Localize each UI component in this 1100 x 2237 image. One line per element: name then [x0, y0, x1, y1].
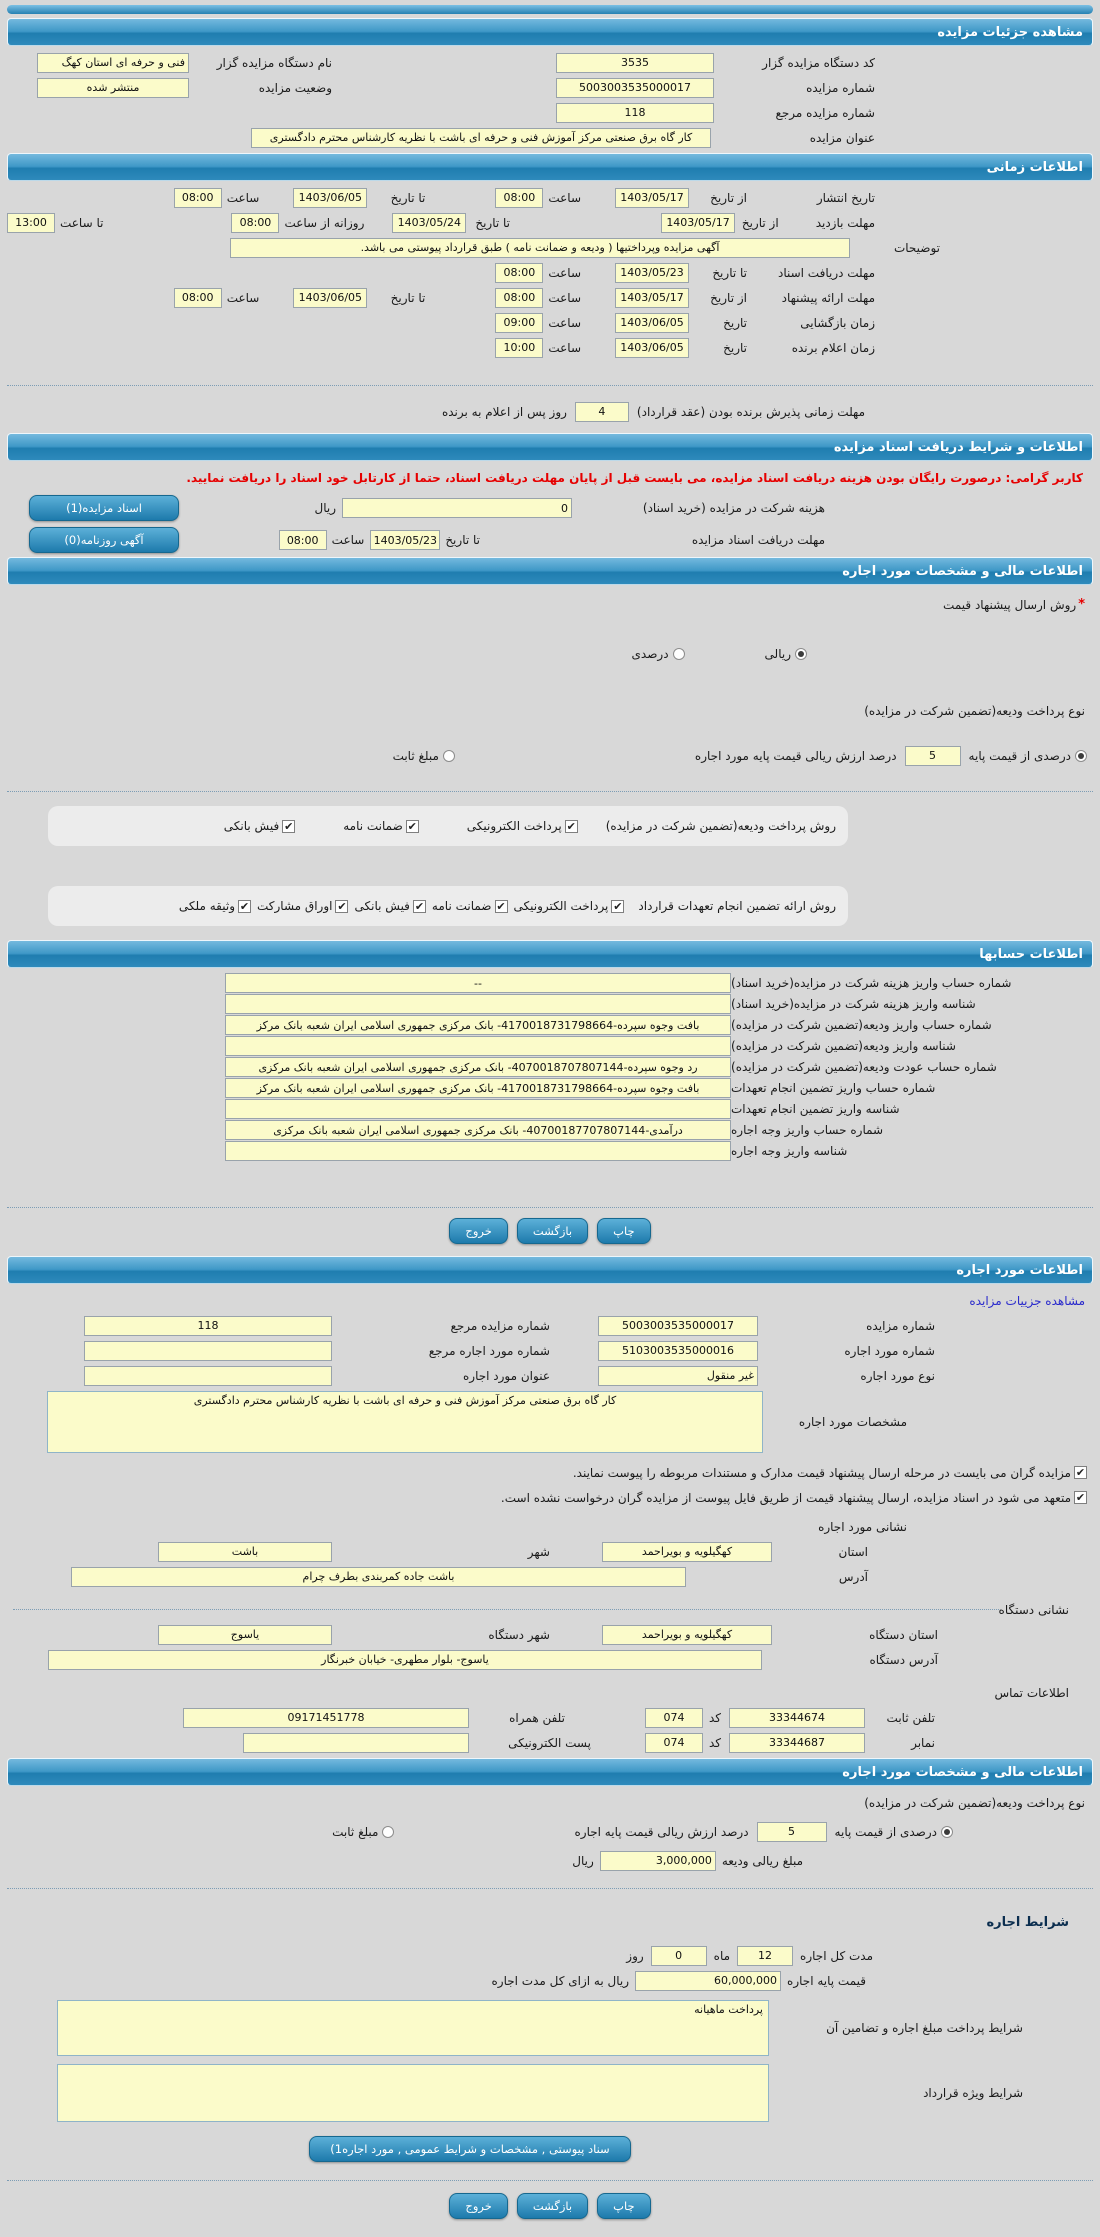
publish-hour2-label: ساعت [226, 190, 260, 205]
contact-info-title: اطلاعات تماس [994, 1685, 1069, 1700]
agency-city-label: شهر دستگاه [488, 1627, 550, 1642]
row-auction-title [7, 126, 1093, 149]
percent-of-base-label: درصدی از قیمت پایه [968, 748, 1071, 763]
account-row [7, 1078, 1093, 1098]
doc-fee-input[interactable]: 0 [342, 498, 572, 518]
deposit-type-label: نوع پرداخت ودیعه‎)‎تضمین شرکت در مزایده‎(‎ [864, 703, 1085, 718]
account-label: شماره حساب واریز هزینه شرکت در مزایده‎)‎خرید اسناد‎(‎ [731, 976, 1012, 990]
account-input[interactable] [225, 994, 731, 1014]
r-ref-label: شماره مزایده مرجع [450, 1318, 550, 1333]
phone-label: تلفن ثابت [886, 1710, 935, 1725]
city-input[interactable]: باشت [158, 1542, 332, 1562]
item-type-label: نوع مورد اجاره [860, 1368, 935, 1383]
row-visit-dates [7, 211, 1093, 234]
row-winner-time [7, 336, 1093, 359]
row-rent-terms-title [7, 1911, 1093, 1934]
rent-duration-label: مدت کل اجاره [800, 1948, 873, 1963]
row-item-no-ref [7, 1339, 1093, 1362]
doc-deadline-hour-label: ساعت [331, 533, 365, 547]
row-docs-deadline [7, 261, 1093, 284]
item-title-input[interactable] [84, 1366, 332, 1386]
row-base-price [7, 1969, 1093, 1992]
back-button-bottom[interactable]: بازگشت [517, 2193, 588, 2219]
contract-guarantee-label: روش ارائه تضمین انجام تعهدات قرارداد [638, 899, 836, 913]
warning-text: کاربر گرامی: درصورت رایگان بودن هزینه دریافت اسناد مزایده، می بایست قبل از پایان مهلت دریافت اسناد، حتما از کارتابل خود اسناد را دریافت نمایید. [186, 470, 1083, 485]
winner-date-input[interactable]: 1403/06/05 [615, 338, 689, 358]
account-input[interactable] [225, 1099, 731, 1119]
agency-code-input[interactable]: 3535 [556, 53, 714, 73]
g-guarantee-letter-label: ضمانت نامه [431, 899, 492, 913]
item-title-label: عنوان مورد اجاره [462, 1368, 550, 1383]
mobile-label: تلفن همراه [509, 1710, 565, 1725]
account-input[interactable]: -- [225, 973, 731, 993]
phone-code-input[interactable]: 074 [645, 1708, 703, 1728]
rent-months-input[interactable]: 12 [737, 1946, 793, 1966]
deposit-pay-methods-group [48, 806, 848, 846]
row-attach-docs-check [7, 1461, 1093, 1484]
email-input[interactable] [243, 1733, 469, 1753]
account-input[interactable]: بافت وجوه سپرده-4170018731798664- بانک مرکزی جمهوری اسلامی ایران شعبه بانک مرکز [225, 1078, 731, 1098]
exit-button-bottom[interactable]: خروج [449, 2193, 507, 2219]
item-no-input[interactable]: 5103003535000016 [598, 1341, 758, 1361]
guarantee-letter-label: ضمانت نامه [343, 819, 403, 833]
offer-from-time-input[interactable]: 08:00 [495, 288, 543, 308]
row-ref-no [7, 101, 1093, 124]
rent-terms-title: شرایط اجاره [986, 1915, 1069, 1930]
fax-code-input[interactable]: 074 [645, 1733, 703, 1753]
r-auction-no-input[interactable]: 5003003535000017 [598, 1316, 758, 1336]
visit-to-time-input[interactable]: 13:00 [7, 213, 55, 233]
notes-input[interactable]: آگهی مزایده وپرداختیها ( ودیعه و ضمانت نامه ) طبق قرارداد پیوستی می باشد. [230, 238, 850, 258]
account-label: شناسه واریز هزینه شرکت در مزایده‎)‎خرید اسناد‎(‎ [731, 997, 976, 1011]
docs-deadline-label: مهلت دریافت اسناد [777, 265, 875, 280]
special-terms-label: شرایط ویژه قرارداد [923, 2086, 1023, 2100]
account-label: شناسه واریز ودیعه‎)‎تضمین شرکت در مزایده‎(‎ [731, 1039, 956, 1053]
deposit-percent-input[interactable]: 5 [905, 746, 961, 766]
auction-docs-button[interactable]: اسناد مزایده(1) [29, 495, 179, 521]
g-property-label: وثیقه ملکی [178, 899, 236, 913]
visit-daily-label: روزانه از ساعت [284, 215, 365, 230]
newspaper-ad-button[interactable]: آگهی روزنامه(0) [29, 527, 179, 553]
row-fax-email [7, 1731, 1093, 1754]
fixed-amount-radio-2[interactable] [382, 1826, 394, 1838]
row-auction-no-ref [7, 1314, 1093, 1337]
section-title: اطلاعات حسابها [979, 946, 1083, 962]
mid-action-buttons [7, 1218, 1093, 1244]
account-row [7, 1099, 1093, 1119]
deposit-amount-label: مبلغ ریالی ودیعه [721, 1853, 803, 1868]
row-deposit-amount [7, 1849, 1093, 1872]
publish-from-time-input[interactable]: 08:00 [495, 188, 543, 208]
row-agency-province-city [7, 1623, 1093, 1646]
view-auction-details-link[interactable]: مشاهده جزییات مزایده [969, 1293, 1085, 1308]
province-label: استان [838, 1544, 868, 1559]
exit-button[interactable]: خروج [449, 1218, 507, 1244]
account-row [7, 1120, 1093, 1140]
auction-status-label: وضعیت مزایده [258, 80, 332, 95]
visit-until-label: تا ساعت [59, 215, 104, 230]
account-row [7, 1015, 1093, 1035]
row-deposit-type-options [7, 744, 1093, 767]
account-row [7, 1141, 1093, 1161]
top-strip [7, 5, 1093, 14]
item-ref-input[interactable] [84, 1341, 332, 1361]
row-item-specs [7, 1391, 1093, 1453]
phone-input[interactable]: 33344674 [729, 1708, 865, 1728]
bottom-action-buttons [7, 2193, 1093, 2219]
row-item-address-title [7, 1515, 1093, 1538]
section-title: اطلاعات مالی و مشخصات مورد اجاره [842, 1764, 1083, 1780]
row-item-type-title [7, 1364, 1093, 1387]
winner-time-input[interactable]: 10:00 [495, 338, 543, 358]
section-header-financial-info [7, 557, 1093, 585]
row-deposit-type-label-2 [7, 1791, 1093, 1814]
notes-label: توضیحات [893, 240, 940, 255]
row-contact-title [7, 1681, 1093, 1704]
percent-of-base-radio[interactable] [1075, 750, 1087, 762]
row-doc-deadline [7, 527, 1093, 553]
offer-hour2-label: ساعت [226, 290, 260, 305]
province-input[interactable]: کهگیلویه و بویراحمد [602, 1542, 772, 1562]
account-label: شماره حساب واریز وجه اجاره [731, 1123, 884, 1137]
divider [7, 791, 1093, 792]
ref-no-label: شماره مزایده مرجع [775, 105, 875, 120]
offer-to-date-input[interactable]: 1403/06/05 [293, 288, 367, 308]
percent-of-base-suffix-2: درصد ارزش ریالی قیمت پایه اجاره [574, 1824, 749, 1839]
row-price-method-options [7, 642, 1093, 665]
g-bank-slip-checkbox[interactable] [413, 900, 426, 913]
bank-slip-label: فیش بانکی [223, 819, 280, 833]
percent-of-base-suffix: درصد ارزش ریالی قیمت پایه مورد اجاره [694, 748, 897, 763]
fixed-amount-radio[interactable] [443, 750, 455, 762]
g-bank-slip-label: فیش بانکی [354, 899, 410, 913]
no-file-request-text: متعهد می شود در اسناد مزایده، ارسال پیشنهاد قیمت از طریق فایل پیوست از مزایده گران درخواست نشده است. [500, 1490, 1071, 1505]
account-input[interactable]: بافت وجوه سپرده-4170018731798664- بانک مرکزی جمهوری اسلامی ایران شعبه بانک مرکز [225, 1015, 731, 1035]
r-ref-input[interactable]: 118 [84, 1316, 332, 1336]
rial-radio-label: ریالی [764, 646, 791, 661]
divider [7, 2180, 1093, 2181]
deposit-type-label-2: نوع پرداخت ودیعه‎)‎تضمین شرکت در مزایده‎(‎ [864, 1795, 1085, 1810]
winner-date-label: تاریخ [723, 340, 747, 355]
g-epay-checkbox[interactable] [611, 900, 624, 913]
winner-label: زمان اعلام برنده [791, 340, 875, 355]
docs-to-label: تا تاریخ [712, 265, 747, 280]
g-epay-label: پرداخت الکترونیکی [513, 899, 609, 913]
percent-of-base-label-2: درصدی از قیمت پایه [834, 1824, 937, 1839]
account-input[interactable]: رد وجوه سپرده-4070018707807144- بانک مرکزی جمهوری اسلامی ایران شعبه بانک مرکزی [225, 1057, 731, 1077]
month-unit-label: ماه [713, 1948, 731, 1963]
section-header-auction-details [7, 18, 1093, 46]
epay-checkbox[interactable] [565, 820, 578, 833]
rial-radio[interactable] [795, 648, 807, 660]
agency-province-input[interactable]: کهگیلویه و بویراحمد [602, 1625, 772, 1645]
row-offer-dates [7, 286, 1093, 309]
deposit-amount-unit: ریال [572, 1853, 594, 1868]
section-header-doc-conditions [7, 433, 1093, 461]
docs-hour-label: ساعت [548, 265, 581, 280]
pay-terms-textarea[interactable]: پرداخت ماهیانه [57, 2000, 769, 2056]
auction-title-label: عنوان مزایده [809, 130, 875, 145]
dotted-line [13, 1609, 999, 1610]
auction-status-input[interactable]: منتشر شده [37, 78, 189, 98]
percent-radio-label: درصدی [631, 646, 669, 661]
auction-no-label: شماره مزایده [806, 80, 875, 95]
epay-label: پرداخت الکترونیکی [466, 819, 562, 833]
back-button[interactable]: بازگشت [517, 1218, 588, 1244]
publish-label: تاریخ انتشار [816, 190, 875, 205]
phone-code-label: کد [708, 1710, 721, 1725]
attach-docs-checkbox[interactable] [1074, 1466, 1087, 1479]
auction-no-input[interactable]: 5003003535000017 [556, 78, 714, 98]
visit-from-date-input[interactable]: 1403/05/17 [661, 213, 735, 233]
agency-province-label: استان دستگاه [869, 1627, 938, 1642]
row-warning [7, 466, 1093, 489]
doc-fee-unit: ریال [314, 501, 336, 515]
deposit-percent-input-2[interactable]: 5 [757, 1822, 827, 1842]
account-row [7, 1057, 1093, 1077]
special-terms-textarea[interactable] [57, 2064, 769, 2122]
percent-radio[interactable] [673, 648, 685, 660]
fax-code-label: کد [708, 1735, 721, 1750]
divider [7, 385, 1093, 386]
no-file-request-checkbox[interactable] [1074, 1491, 1087, 1504]
item-address-title: نشانی مورد اجاره [818, 1519, 907, 1534]
item-specs-label: مشخصات مورد اجاره [798, 1415, 907, 1429]
row-view-details-link [7, 1289, 1093, 1312]
deposit-amount-input[interactable]: 3,000,000 [600, 1851, 716, 1871]
agency-address-input[interactable]: یاسوج- بلوار مطهری- خیابان خبرنگار [48, 1650, 762, 1670]
r-auction-no-label: شماره مزایده [866, 1318, 935, 1333]
fax-label: نمابر [911, 1735, 935, 1750]
contract-guarantee-group [48, 886, 848, 926]
day-unit-label: روز [626, 1948, 644, 1963]
percent-of-base-radio-2[interactable] [941, 1826, 953, 1838]
agency-city-input[interactable]: یاسوج [158, 1625, 332, 1645]
attached-docs-button[interactable]: سناد پیوستی , مشخصات و شرایط عمومی , مورد اجاره‎(1‎ [309, 2136, 631, 2162]
city-label: شهر [527, 1544, 550, 1559]
visit-to-date-input[interactable]: 1403/05/24 [392, 213, 466, 233]
bank-slip-checkbox[interactable] [282, 820, 295, 833]
row-no-file-check [7, 1486, 1093, 1509]
row-agency-address [7, 1648, 1093, 1671]
publish-to-label: تا تاریخ [390, 190, 426, 205]
account-label: شناسه واریز تضمین انجام تعهدات [731, 1102, 900, 1116]
opening-label: زمان بازگشایی [800, 315, 875, 330]
account-row [7, 994, 1093, 1014]
guarantee-letter-checkbox[interactable] [406, 820, 419, 833]
divider [7, 1207, 1093, 1208]
item-no-label: شماره مورد اجاره [844, 1343, 935, 1358]
address-label: آدرس [838, 1569, 868, 1584]
required-asterisk: * [1078, 597, 1085, 612]
g-bonds-checkbox[interactable] [335, 900, 348, 913]
pay-terms-label: شرایط پرداخت مبلغ اجاره و تضامین آن [826, 2021, 1023, 2035]
opening-time-input[interactable]: 09:00 [495, 313, 543, 333]
attach-docs-text: مزایده گران می بایست در مرحله ارسال پیشنهاد قیمت مدارک و مستندات مربوطه را پیوست نمایند. [572, 1465, 1071, 1480]
row-deposit-pay-methods [7, 806, 1093, 846]
accept-days-input[interactable]: 4 [575, 402, 629, 422]
email-label: پست الکترونیکی [508, 1735, 591, 1750]
row-phone-mobile [7, 1706, 1093, 1729]
doc-deadline-label: مهلت دریافت اسناد مزایده [691, 533, 825, 547]
section-title: اطلاعات مالی و مشخصات مورد اجاره [842, 563, 1083, 579]
docs-to-date-input[interactable]: 1403/05/23 [615, 263, 689, 283]
base-price-suffix: ریال به ازای کل مدت اجاره [491, 1973, 630, 1988]
section-title: اطلاعات مورد اجاره [956, 1262, 1083, 1278]
auction-title-input[interactable]: کار گاه برق صنعتی مرکز آموزش فنی و حرفه ای باشت با نظریه کارشناس محترم دادگستری [251, 128, 711, 148]
account-row [7, 973, 1093, 993]
address-input[interactable]: باشت جاده کمربندی بطرف چرام [71, 1567, 686, 1587]
deposit-pay-methods-label: روش پرداخت ودیعه‎)‎تضمین شرکت در مزایده‎(‎ [605, 819, 836, 833]
item-type-input[interactable]: غیر منقول [598, 1366, 758, 1386]
row-accept-deadline [7, 400, 1093, 423]
row-deposit-type-options-2 [7, 1820, 1093, 1843]
agency-name-label: نام دستگاه مزایده گزار [216, 55, 332, 70]
doc-deadline-date-input[interactable]: 1403/05/23 [370, 530, 440, 550]
docs-to-time-input[interactable]: 08:00 [495, 263, 543, 283]
rent-days-input[interactable]: 0 [651, 1946, 707, 1966]
accept-deadline-suffix: روز پس از اعلام به برنده [441, 404, 567, 419]
visit-from-label: از تاریخ [741, 215, 779, 230]
agency-address-title: نشانی دستگاه [998, 1602, 1069, 1617]
fax-input[interactable]: 33344687 [729, 1733, 865, 1753]
divider [7, 1888, 1093, 1889]
visit-label: مهلت بازدید [815, 215, 875, 230]
offer-from-label: از تاریخ [710, 290, 747, 305]
accept-deadline-label: مهلت زمانی پذیرش برنده بودن ‎)‎عقد قرارداد‎(‎ [636, 404, 865, 419]
row-address [7, 1565, 1093, 1588]
winner-hour-label: ساعت [548, 340, 581, 355]
print-button[interactable]: چاپ [597, 1218, 650, 1244]
publish-hour-label: ساعت [548, 190, 581, 205]
mobile-input[interactable]: 09171451778 [183, 1708, 469, 1728]
account-label: شماره حساب واریز ودیعه‎)‎تضمین شرکت در مزایده‎(‎ [731, 1018, 992, 1032]
visit-to-label: تا تاریخ [475, 215, 511, 230]
offer-label: مهلت ارائه پیشنهاد [781, 290, 875, 305]
agency-name-input[interactable]: فنی و حرفه ای استان کهگ [37, 53, 189, 73]
agency-code-label: کد دستگاه مزایده گزار [762, 55, 875, 70]
opening-date-input[interactable]: 1403/06/05 [615, 313, 689, 333]
agency-address-label: آدرس دستگاه [869, 1652, 938, 1667]
publish-from-label: از تاریخ [710, 190, 747, 205]
account-input[interactable]: درآمدی-40700187707807144- بانک مرکزی جمهوری اسلامی ایران شعبه بانک مرکزی [225, 1120, 731, 1140]
offer-hour-label: ساعت [548, 290, 581, 305]
row-province-city [7, 1540, 1093, 1563]
offer-from-date-input[interactable]: 1403/05/17 [615, 288, 689, 308]
g-bonds-label: اوراق مشارکت [257, 899, 333, 913]
publish-to-date-input[interactable]: 1403/06/05 [293, 188, 367, 208]
account-label: شماره حساب عودت ودیعه‎)‎تضمین شرکت در مزایده‎(‎ [731, 1060, 997, 1074]
publish-to-time-input[interactable]: 08:00 [174, 188, 222, 208]
base-price-input[interactable]: 60,000,000 [635, 1971, 781, 1991]
row-special-terms [7, 2064, 1093, 2122]
row-contract-guarantee-methods [7, 886, 1093, 926]
row-notes [7, 236, 1093, 259]
section-title: اطلاعات زمانی [986, 159, 1083, 175]
ref-no-input[interactable]: 118 [556, 103, 714, 123]
account-row [7, 1036, 1093, 1056]
doc-deadline-time-input[interactable]: 08:00 [279, 530, 327, 550]
item-specs-textarea[interactable]: کار گاه برق صنعتی مرکز آموزش فنی و حرفه ای باشت با نظریه کارشناس محترم دادگستری [47, 1391, 763, 1453]
section-title: اطلاعات و شرایط دریافت اسناد مزایده [833, 439, 1083, 455]
item-ref-label: شماره مورد اجاره مرجع [428, 1343, 550, 1358]
row-publish-dates [7, 186, 1093, 209]
row-attach-button [7, 2136, 1093, 2162]
print-button-bottom[interactable]: چاپ [597, 2193, 650, 2219]
g-property-checkbox[interactable] [238, 900, 251, 913]
row-rent-duration [7, 1944, 1093, 1967]
fixed-amount-label: مبلغ ثابت [392, 748, 439, 763]
account-label: شناسه واریز وجه اجاره [731, 1144, 848, 1158]
opening-date-label: تاریخ [723, 315, 747, 330]
account-input[interactable] [225, 1141, 731, 1161]
doc-deadline-to-label: تا تاریخ [445, 533, 480, 547]
row-auction-no-status [7, 76, 1093, 99]
visit-from-time-input[interactable]: 08:00 [231, 213, 279, 233]
fixed-amount-label-2: مبلغ ثابت [332, 1824, 379, 1839]
row-agency-address-title [7, 1598, 1093, 1621]
section-header-accounts [7, 940, 1093, 968]
row-agency-code-name [7, 51, 1093, 74]
opening-hour-label: ساعت [548, 315, 581, 330]
price-method-label: روش ارسال پیشنهاد قیمت [943, 597, 1077, 612]
offer-to-time-input[interactable]: 08:00 [174, 288, 222, 308]
row-price-method-label [7, 593, 1093, 616]
doc-fee-label: هزینه شرکت در مزایده ‎)‎خرید اسناد‎(‎ [642, 501, 825, 515]
section-header-time-info [7, 153, 1093, 181]
row-pay-terms [7, 2000, 1093, 2056]
section-header-financial-info-item [7, 1758, 1093, 1786]
base-price-label: قیمت پایه اجاره [787, 1973, 866, 1988]
row-opening-time [7, 311, 1093, 334]
offer-to-label: تا تاریخ [390, 290, 426, 305]
account-input[interactable] [225, 1036, 731, 1056]
g-guarantee-letter-checkbox[interactable] [495, 900, 508, 913]
publish-from-date-input[interactable]: 1403/05/17 [615, 188, 689, 208]
section-title: مشاهده جزئیات مزایده [937, 24, 1083, 40]
row-deposit-type-label [7, 699, 1093, 722]
section-header-rental-info [7, 1256, 1093, 1284]
account-label: شماره حساب واریز تضمین انجام تعهدات [731, 1081, 936, 1095]
row-doc-fee [7, 495, 1093, 521]
